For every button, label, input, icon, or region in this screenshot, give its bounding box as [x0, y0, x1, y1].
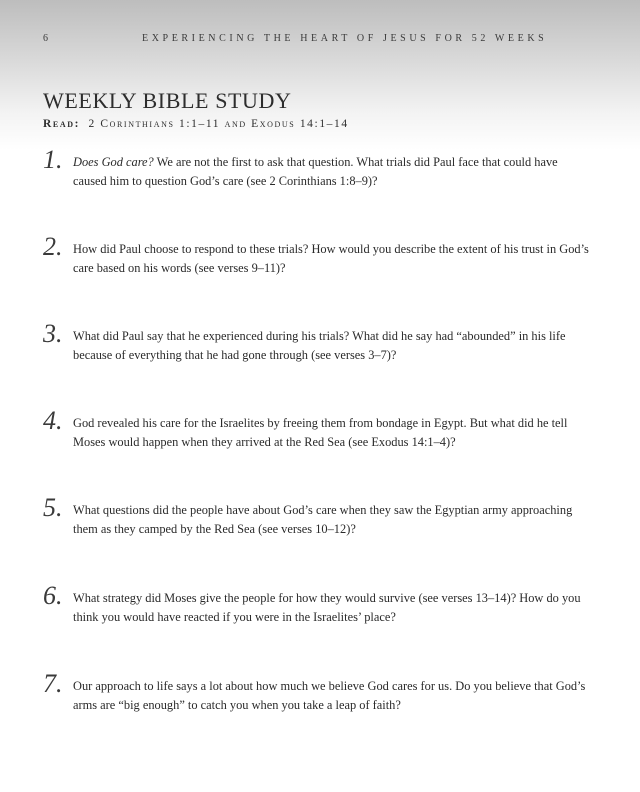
question-3: [43, 319, 590, 387]
question-7: [43, 669, 590, 737]
question-text: [73, 240, 589, 278]
question-number: 7.: [43, 669, 63, 698]
question-number: 2.: [43, 232, 63, 261]
reading-assignment: [43, 118, 349, 130]
read-passages: 2 Corinthians 1:1–11 and Exodus 14:1–14: [88, 118, 349, 130]
question-text: [73, 589, 589, 627]
question-text: [73, 414, 589, 452]
question-6: [43, 581, 590, 649]
question-body: What strategy did Moses give the people for how they would survive (see verses 13–14)? How do you think you would have reacted if you were in the Israelites’ place?: [73, 591, 581, 624]
question-body: What did Paul say that he experienced during his trials? What did he say had “abounded” in his life because of everything that he had gone through (see verses 3–7)?: [73, 329, 566, 362]
page-number: 6: [43, 33, 52, 44]
question-1: [43, 145, 590, 213]
question-number: 6.: [43, 581, 63, 610]
question-body: Our approach to life says a lot about how much we believe God cares for us. Do you believe that God’s arms are “big enough” to catch you when you take a leap of faith?: [73, 679, 586, 712]
book-title: EXPERIENCING THE HEART OF JESUS FOR 52 WEEKS: [142, 33, 548, 44]
question-2: [43, 232, 590, 300]
question-lead: Does God care?: [73, 155, 154, 169]
question-number: 5.: [43, 493, 63, 522]
question-text: [73, 677, 589, 715]
section-title: WEEKLY BIBLE STUDY: [43, 88, 292, 113]
question-text: [73, 153, 589, 191]
question-text: [73, 327, 589, 365]
question-number: 1.: [43, 145, 63, 174]
running-header: [0, 33, 640, 49]
question-body: How did Paul choose to respond to these trials? How would you describe the extent of his trust in God’s care based on his words (see verses 9–11)?: [73, 242, 589, 275]
question-number: 3.: [43, 319, 63, 348]
question-4: [43, 406, 590, 474]
question-body: What questions did the people have about God’s care when they saw the Egyptian army approaching them as they camped by the Red Sea (see verses 10–12)?: [73, 503, 573, 536]
read-label: Read:: [43, 118, 81, 130]
question-number: 4.: [43, 406, 63, 435]
question-5: [43, 493, 590, 561]
question-body: God revealed his care for the Israelites by freeing them from bondage in Egypt. But what did he tell Moses would happen when they arrived at the Red Sea (see Exodus 14:1–4)?: [73, 416, 568, 449]
question-body: We are not the first to ask that question. What trials did Paul face that could have caused him to question God’s care (see 2 Corinthians 1:8–9)?: [73, 155, 558, 188]
question-text: [73, 501, 589, 539]
